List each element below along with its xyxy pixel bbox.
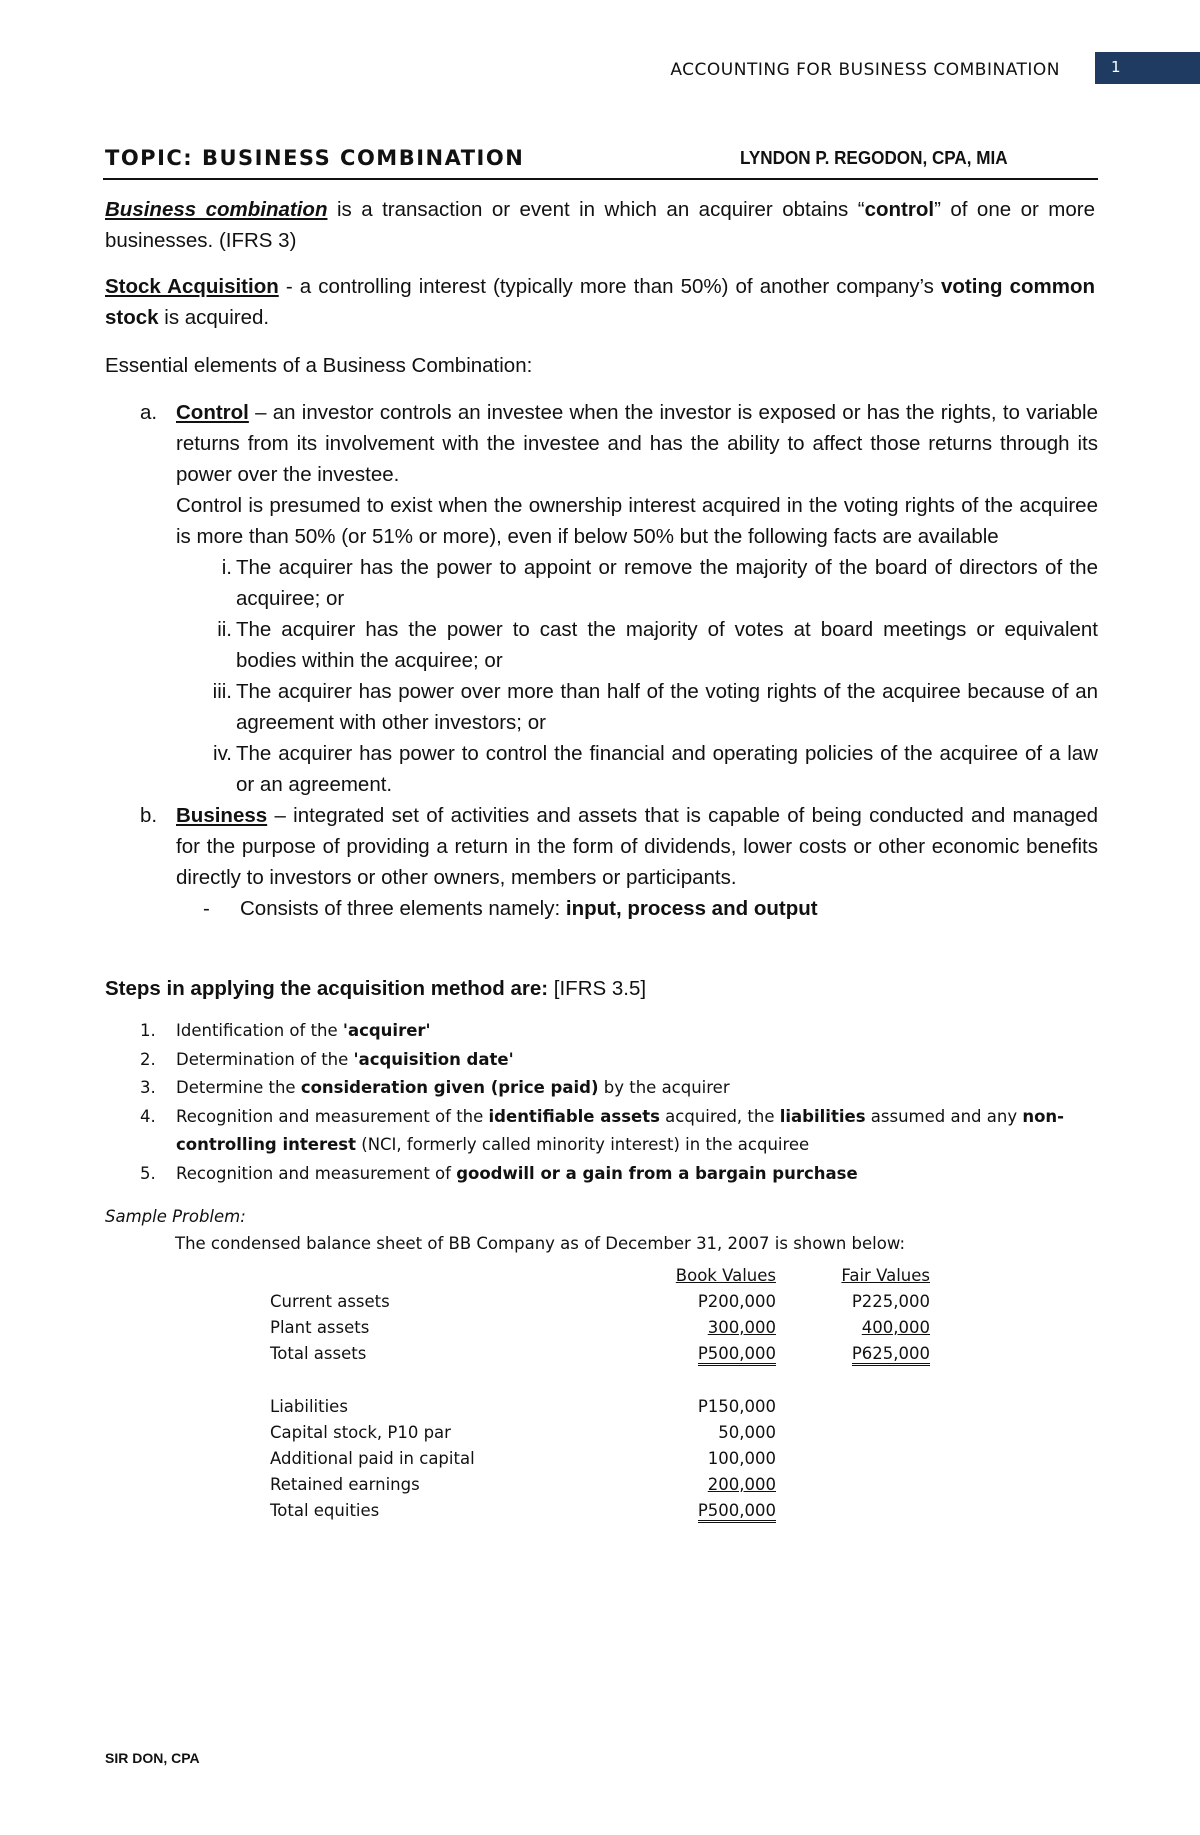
list-marker: 3. [140, 1078, 156, 1097]
business-sub-item [140, 893, 1098, 924]
row-label: Additional paid in capital [270, 1449, 475, 1468]
step-text-end: by the acquirer [598, 1078, 730, 1097]
list-item [140, 1074, 1098, 1103]
list-marker: b. [140, 804, 158, 827]
row-label: Liabilities [270, 1397, 348, 1416]
list-marker: a. [140, 401, 158, 424]
list-item-business [140, 800, 1098, 893]
definition-bold: voting common stock [105, 275, 1095, 329]
list-item-text: The acquirer has power to control the financial and operating policies of the acquiree of a law or an agreement. [236, 742, 1098, 796]
book-value: P200,000 [697, 1292, 776, 1311]
list-item [140, 1017, 1098, 1046]
sample-problem-label: Sample Problem: [105, 1207, 246, 1226]
row-label: Plant assets [270, 1318, 370, 1337]
row-label: Retained earnings [270, 1475, 420, 1494]
table-row [270, 1501, 930, 1527]
table-row [270, 1344, 930, 1370]
sub-item-bold: input, process and output [565, 897, 818, 920]
book-value-total: P500,000 [698, 1501, 776, 1523]
page-number-badge [1095, 52, 1200, 84]
definition-end: is acquired. [158, 306, 270, 329]
list-marker: 5. [140, 1163, 156, 1183]
list-item [210, 676, 1098, 738]
footer: SIR DON, CPA [105, 1750, 200, 1766]
list-item [210, 552, 1098, 614]
table-row [270, 1318, 930, 1344]
control-presumption: Control is presumed to exist when the ownership interest acquired in the voting rights of the acquiree is more than 50% (or 51% or more), even if below 50% but the following facts are available [176, 494, 1098, 548]
step-text: Recognition and measurement of the [176, 1106, 489, 1126]
step-text: Determination of the [176, 1049, 354, 1069]
row-label: Current assets [270, 1292, 390, 1311]
steps-heading-bold: Steps in applying the acquisition method are: [105, 977, 549, 1000]
list-item-text: The acquirer has the power to cast the majority of votes at board meetings or equivalent bodies within the acquiree; or [236, 618, 1098, 672]
page-number: 1 [1111, 58, 1121, 76]
term-stock-acquisition: Stock Acquisition [105, 275, 279, 298]
step-bold: 'acquirer' [342, 1021, 431, 1040]
list-marker: iii. [212, 680, 232, 703]
step-bold-2: liabilities [779, 1106, 866, 1126]
list-item [210, 738, 1098, 800]
list-item [140, 1103, 1098, 1160]
step-text-mid-2: assumed and any [865, 1106, 1023, 1126]
table-row [270, 1475, 930, 1501]
row-label: Capital stock, P10 par [270, 1423, 451, 1442]
running-header: ACCOUNTING FOR BUSINESS COMBINATION [670, 60, 1060, 80]
list-item-text: The acquirer has the power to appoint or remove the majority of the board of directors of the acquiree; or [236, 556, 1098, 610]
step-text: Identification of the [176, 1021, 343, 1040]
step-text: Recognition and measurement of [176, 1163, 457, 1183]
title-divider [103, 178, 1098, 180]
step-text-mid: acquired, the [659, 1106, 780, 1126]
business-combination-definition [105, 194, 1095, 256]
book-value: 300,000 [707, 1318, 776, 1337]
term-business: Business [176, 804, 268, 827]
table-row [270, 1423, 930, 1449]
book-value: 100,000 [707, 1449, 776, 1468]
row-label: Total equities [270, 1501, 380, 1520]
definition-text: is a transaction or event in which an acquirer obtains “ [327, 198, 865, 221]
list-marker: 1. [140, 1021, 156, 1040]
balance-sheet-header [270, 1266, 930, 1292]
step-text: Determine the [176, 1078, 301, 1097]
sample-problem-intro: The condensed balance sheet of BB Company as of December 31, 2007 is shown below: [175, 1234, 906, 1253]
elements-list [140, 397, 1098, 924]
list-marker: - [203, 897, 210, 920]
steps-list [140, 1017, 1098, 1188]
book-value: 200,000 [707, 1475, 776, 1494]
elements-heading: Essential elements of a Business Combination: [105, 354, 533, 377]
author-name: LYNDON P. REGODON, CPA, MIA [740, 148, 1008, 168]
column-header-fair-values: Fair Values [841, 1266, 930, 1285]
definition-text: - a controlling interest (typically more than 50%) of another company’s [278, 275, 941, 298]
business-definition: – integrated set of activities and assets that is capable of being conducted and managed for the purpose of providing a return in the form of dividends, lower costs or other economic benefits directly to investors or other owners, members or participants. [176, 804, 1098, 889]
fair-value: 400,000 [861, 1318, 930, 1337]
definition-end: ” of one or more businesses. (IFRS 3) [105, 198, 1095, 252]
step-bold: consideration given (price paid) [300, 1078, 599, 1097]
step-text-end: (NCI, formerly called minority interest) in the acquiree [356, 1135, 810, 1154]
step-bold-3: non-controlling interest [176, 1106, 1065, 1154]
term-control: Control [176, 401, 249, 424]
list-marker: iv. [213, 742, 232, 765]
list-item [210, 614, 1098, 676]
table-row [270, 1449, 930, 1475]
step-bold: identifiable assets [488, 1106, 660, 1126]
list-item-text: The acquirer has power over more than half of the voting rights of the acquiree because of an agreement with other investors; or [236, 680, 1098, 734]
steps-heading-ref: [IFRS 3.5] [548, 977, 647, 1000]
sub-item-text: Consists of three elements namely: [240, 897, 566, 920]
book-value-total: P500,000 [698, 1344, 776, 1366]
column-header-book-values: Book Values [675, 1266, 776, 1285]
list-marker: ii. [217, 618, 232, 641]
table-row [270, 1292, 930, 1318]
list-marker: i. [221, 556, 232, 579]
step-bold: 'acquisition date' [353, 1049, 514, 1069]
list-item-control [140, 397, 1098, 552]
book-value: 50,000 [718, 1423, 776, 1442]
fair-value: P225,000 [851, 1292, 930, 1311]
list-marker: 4. [140, 1106, 156, 1126]
row-label: Total assets [270, 1344, 367, 1363]
topic-title: TOPIC: BUSINESS COMBINATION [105, 146, 525, 170]
control-definition: – an investor controls an investee when the investor is exposed or has the rights, to variable returns from its involvement with the investee and has the ability to affect those returns through its power over the investee. [176, 401, 1098, 486]
steps-heading [105, 973, 1095, 1004]
fair-value-total: P625,000 [852, 1344, 930, 1366]
list-item [140, 1046, 1098, 1075]
step-bold: goodwill or a gain from a bargain purchase [456, 1163, 858, 1183]
definition-bold: control [864, 198, 935, 221]
term-business-combination: Business combination [105, 198, 328, 221]
list-marker: 2. [140, 1049, 156, 1069]
list-item [140, 1160, 1098, 1189]
stock-acquisition-definition [105, 271, 1095, 333]
table-row [270, 1397, 930, 1423]
book-value: P150,000 [697, 1397, 776, 1416]
